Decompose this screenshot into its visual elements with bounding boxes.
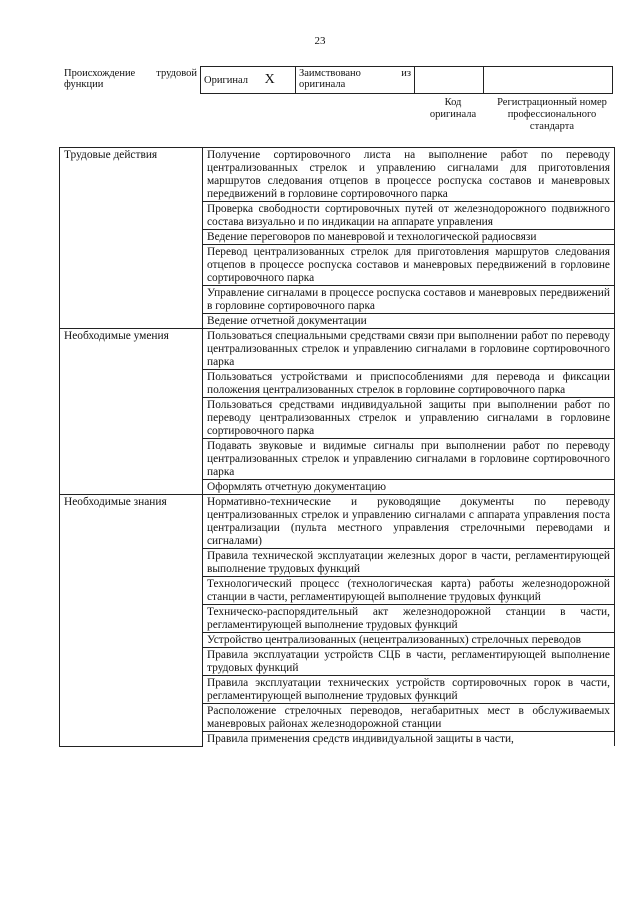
original-mark: X [264,72,275,87]
table-cell-item: Ведение переговоров по маневровой и технологической радиосвязи [203,230,615,245]
borrowed-label-line2: оригинала [299,79,346,90]
section-heading: Необходимые умения [60,329,203,495]
labor-function-table [59,147,615,747]
table-cell-item: Перевод централизованных стрелок для приготовления маршрутов следования отцепов в процессе роспуска составов и маневровых передвижений в горловине сортировочного парка [203,245,615,286]
table-cell-item: Проверка свободности сортировочных путей от железнодорожного подвижного состава визуально и по индикации на аппарате управления [203,202,615,230]
page-number: 23 [314,35,326,47]
original-code-cell [415,67,484,94]
code-caption: Код оригинала [429,97,477,120]
borrowed-label-b: из [401,68,411,79]
table-cell-item: Правила технической эксплуатации железных дорог в части, регламентирующей выполнение трудовых функций [203,549,615,577]
original-cell [201,67,296,94]
table-cell-item: Нормативно-технические и руководящие документы по переводу централизованных стрелок и управлению сигналами с аппарата управления поста централизации (пульта местного управления стрелочными переводами и сигналами) [203,495,615,549]
table-cell-item: Техническо-распорядительный акт железнодорожной станции в части, регламентирующей выполнение трудовых функций [203,605,615,633]
table-row [60,495,615,549]
origin-label [60,67,201,94]
table-cell-item: Пользоваться специальными средствами связи при выполнении работ по переводу централизованных стрелок и управлению сигналами в горловине сортировочного парка [203,329,615,370]
borrowed-cell [296,67,415,94]
registration-caption: Регистрационный номер профессионального стандарта [497,97,607,132]
table-cell-item: Пользоваться средствами индивидуальной защиты при выполнении работ по переводу централизованных стрелок и управлению сигналами в горловине сортировочного парка [203,398,615,439]
table-cell-item: Пользоваться устройствами и приспособлениями для перевода и фиксации положения централизованных стрелок в горловине сортировочного парка [203,370,615,398]
table-cell-item: Подавать звуковые и видимые сигналы при выполнении работ по переводу централизованных стрелок и управлению сигналами в горловине сортировочного парка [203,439,615,480]
table-cell-item: Управление сигналами в процессе роспуска составов и маневровых передвижений в горловине сортировочного парка [203,286,615,314]
table-cell-item: Расположение стрелочных переводов, негабаритных мест в обслуживаемых маневровых районах железнодорожной станции [203,704,615,732]
registration-number-cell [484,67,613,94]
table-cell-item: Правила эксплуатации устройств СЦБ в части, регламентирующей выполнение трудовых функций [203,648,615,676]
table-row [60,148,615,202]
origin-label-line2: функции [64,78,104,90]
section-heading: Необходимые знания [60,495,203,747]
table-cell-item: Получение сортировочного листа на выполнение работ по переводу централизованных стрелок и управлению сигналами для приготовления маршрутов следования отцепов в процессе роспуска составов и маневровых передвижений в горловине сортировочного парка [203,148,615,202]
table-cell-item: Устройство централизованных (нецентрализованных) стрелочных переводов [203,633,615,648]
table-cell-item: Правила эксплуатации технических устройств сортировочных горок в части, регламентирующей выполнение трудовых функций [203,676,615,704]
table-cell-item: Технологический процесс (технологическая карта) работы железнодорожной станции в части, регламентирующей выполнение трудовых функций [203,577,615,605]
table-cell-item: Ведение отчетной документации [203,314,615,329]
table-cell-item: Правила применения средств индивидуальной защиты в части, [203,732,615,747]
borrowed-label-a: Заимствовано [299,68,361,79]
table-row [60,329,615,370]
function-origin-table [60,66,613,94]
origin-label-line1: Происхождение трудовой [64,67,197,79]
section-heading: Трудовые действия [60,148,203,329]
original-label: Оригинал [204,75,248,86]
table-cell-item: Оформлять отчетную документацию [203,480,615,495]
